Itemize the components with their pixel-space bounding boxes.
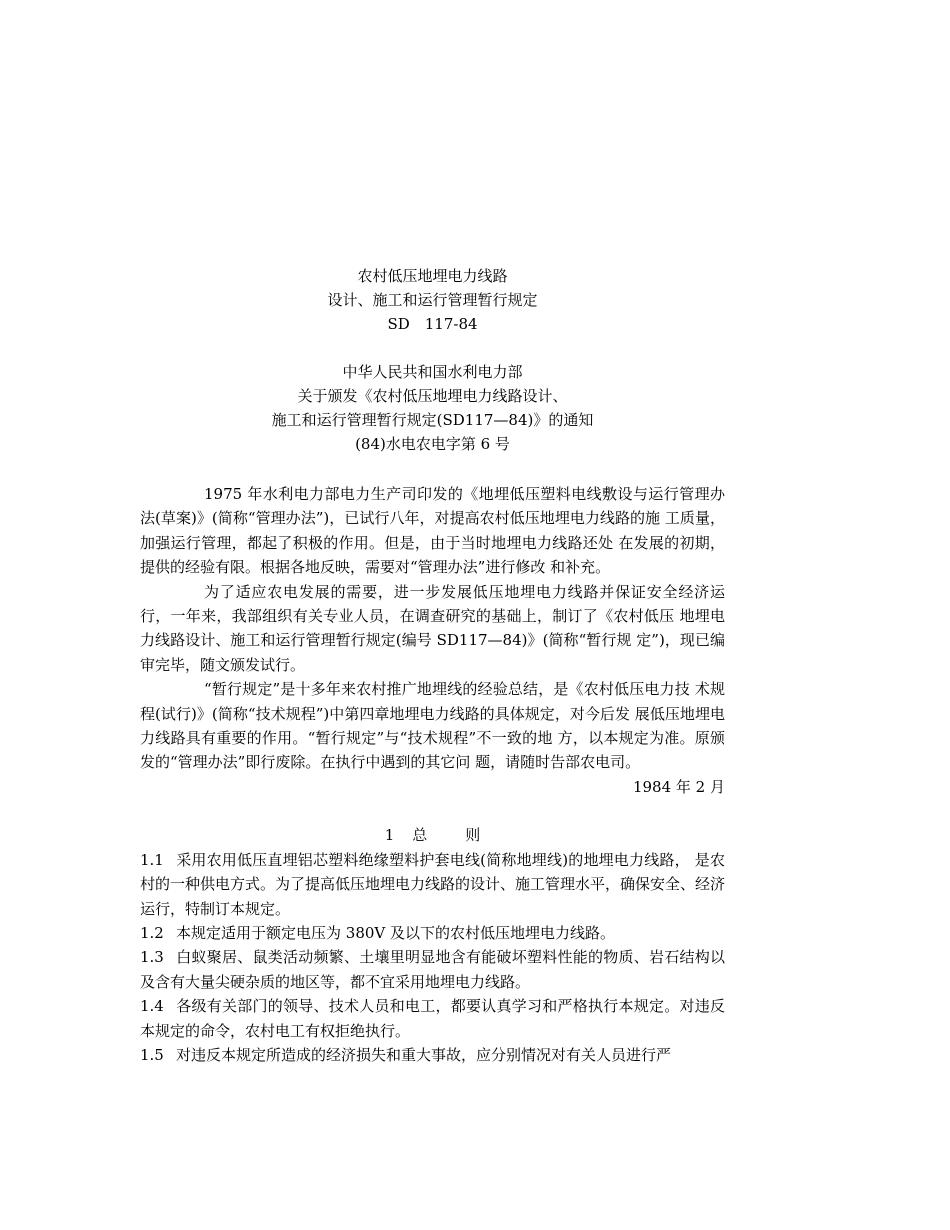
clause-1-2 [140, 921, 725, 945]
notice-paragraph-3: “暂行规定”是十多年来农村推广地埋线的经验总结，是《农村低压电力技 术规程(试行)》(简称“技术规程”)中第四章地埋电力线路的具体规定，对今后发 展低压地埋电力线路具有重要的作用。“暂行规定”与“技术规程”不一致的地 方，以本规定为准。原颁发的“管理办法”即行废除。在执行中遇到的其它问 题，请随时告部农电司。 [140, 680, 725, 772]
clause-text: 各级有关部门的领导、技术人员和电工，都要认真学习和严格执行本规定。对违反本规定的命令，农村电工有权拒绝执行。 [140, 997, 725, 1040]
title-line-2: 设计、施工和运行管理暂行规定 [327, 291, 538, 309]
clause-text: 白蚁聚居、鼠类活动频繁、土壤里明显地含有能破坏塑料性能的物质、岩石结构以及含有大量尖硬杂质的地区等，都不宜采用地埋电力线路。 [140, 948, 725, 991]
standard-code: SD 117-84 [387, 315, 478, 333]
clause-1-5 [140, 1043, 725, 1067]
clause-number: 1.5 [140, 1045, 164, 1064]
clause-text: 对违反本规定所造成的经济损失和重大事故，应分别情况对有关人员进行严 [176, 1045, 672, 1064]
notice-line-2: 施工和运行管理暂行规定(SD117—84)》的通知 [271, 411, 594, 429]
clause-text: 本规定适用于额定电压为 380V 及以下的农村低压地埋电力线路。 [176, 923, 616, 942]
clause-number: 1.1 [140, 850, 164, 869]
clause-1-1 [140, 848, 725, 921]
clause-1-3 [140, 945, 725, 994]
notice-paragraph-1: 1975 年水利电力部电力生产司印发的《地埋低压塑料电线敷设与运行管理办 法(草案)》(简称“管理办法”)，已试行八年，对提高农村低压地埋电力线路的施 工质量，加强运行管理，都起了积极的作用。但是，由于当时地埋电力线路还处 在发展的初期，提供的经验有限。根据各地反映，需要对“管理办法”进行修改 和补充。 [140, 485, 725, 577]
clause-text: 采用农用低压直埋铝芯塑料绝缘塑料护套电线(简称地埋线)的地埋电力线路， 是农村的一种供电方式。为了提高低压地埋电力线路的设计、施工管理水平，确保安全、经济运行，特制订本规定。 [140, 850, 726, 918]
section-title-char-1: 总 [412, 826, 428, 845]
title-line-1: 农村低压地埋电力线路 [357, 267, 508, 285]
header-spacer [140, 336, 725, 360]
section-heading [140, 823, 725, 847]
document-header [140, 264, 725, 456]
clause-1-4 [140, 994, 725, 1043]
notice-paragraph-2: 为了适应农电发展的需要，进一步发展低压地埋电力线路并保证安全经济运 行，一年来，我部组织有关专业人员，在调查研究的基础上，制订了《农村低压 地埋电力线路设计、施工和运行管理暂行规定(编号 SD117—84)》(简称“暂行规 定”)，现已编审完毕，随文颁发试行。 [140, 582, 725, 674]
notice-date: 1984 年 2 月 [632, 777, 725, 796]
document-body [140, 482, 725, 1067]
notice-line-1: 关于颁发《农村低压地埋电力线路设计、 [297, 387, 568, 405]
section-number: 1 [384, 826, 395, 845]
document-number: (84)水电农电字第 6 号 [355, 435, 510, 453]
clause-number: 1.4 [140, 997, 164, 1016]
section-title-char-2: 则 [465, 826, 481, 845]
clause-number: 1.2 [140, 923, 164, 942]
issuer: 中华人民共和国水利电力部 [342, 363, 523, 381]
clause-number: 1.3 [140, 948, 164, 967]
